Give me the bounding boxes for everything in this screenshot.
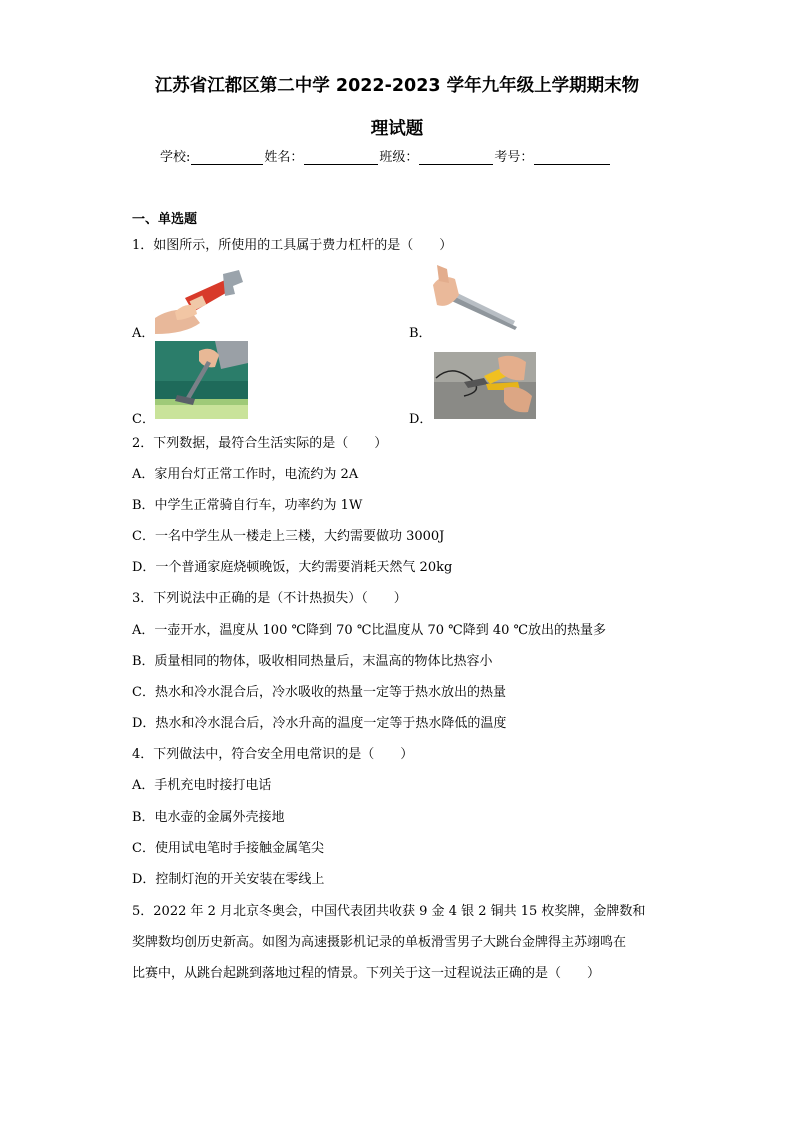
tweezers-image	[433, 265, 519, 335]
hammer-image	[155, 341, 248, 419]
q3-option-d: D．热水和冷水混合后，冷水升高的温度一定等于热水降低的温度	[132, 716, 507, 731]
name-blank	[304, 151, 378, 165]
q5-stem-line-1: 5．2022 年 2 月北京冬奥会，中国代表团共收获 9 金 4 银 2 铜共 15 枚奖牌，金牌数和	[132, 904, 646, 919]
q1-option-c-label: C．	[132, 412, 155, 427]
school-blank	[191, 151, 263, 165]
section-heading: 一、单选题	[132, 212, 198, 227]
q2-option-d: D．一个普通家庭烧顿晚饭，大约需要消耗天然气 20kg	[132, 560, 453, 575]
number-blank	[534, 151, 610, 165]
q3-option-a: A．一壶开水，温度从 100 ℃降到 70 ℃比温度从 70 ℃降到 40 ℃放出的热量多	[132, 623, 607, 638]
pliers-image	[434, 352, 536, 419]
q3-stem: 3．下列说法中正确的是（不计热损失）（ ）	[132, 591, 407, 606]
q1-option-b-label: B．	[409, 326, 432, 341]
school-label: 学校:	[160, 150, 191, 165]
q3-option-b: B．质量相同的物体，吸收相同热量后，末温高的物体比热容小	[132, 654, 493, 669]
q4-option-c: C．使用试电笔时手接触金属笔尖	[132, 841, 324, 856]
wrench-image	[155, 268, 245, 334]
student-info-row	[160, 146, 611, 165]
q5-stem-line-2: 奖牌数均创历史新高。如图为高速摄影机记录的单板滑雪男子大跳台金牌得主苏翊鸣在	[132, 935, 627, 950]
title-line-1: 江苏省江都区第二中学 2022-2023 学年九年级上学期期末物	[154, 76, 640, 96]
q2-option-a: A．家用台灯正常工作时，电流约为 2A	[132, 467, 359, 482]
q4-option-d: D．控制灯泡的开关安装在零线上	[132, 872, 325, 887]
number-label: 考号：	[494, 150, 534, 165]
class-blank	[419, 151, 493, 165]
name-label: 姓名：	[264, 150, 304, 165]
q4-option-b: B．电水壶的金属外壳接地	[132, 810, 285, 825]
title-line-2: 理试题	[370, 119, 424, 139]
q1-stem: 1．如图所示，所使用的工具属于费力杠杆的是（ ）	[132, 238, 453, 253]
q1-option-a-label: A．	[132, 326, 155, 341]
q5-stem-line-3: 比赛中，从跳台起跳到落地过程的情景。下列关于这一过程说法正确的是（ ）	[132, 966, 601, 981]
q2-option-c: C．一名中学生从一楼走上三楼，大约需要做功 3000J	[132, 529, 445, 544]
q1-option-d-label: D．	[409, 412, 433, 427]
q4-option-a: A．手机充电时接打电话	[132, 778, 272, 793]
q2-stem: 2．下列数据，最符合生活实际的是（ ）	[132, 436, 388, 451]
class-label: 班级：	[379, 150, 419, 165]
q4-stem: 4．下列做法中，符合安全用电常识的是（ ）	[132, 747, 414, 762]
q3-option-c: C．热水和冷水混合后，冷水吸收的热量一定等于热水放出的热量	[132, 685, 506, 700]
q2-option-b: B．中学生正常骑自行车，功率约为 1W	[132, 498, 363, 513]
